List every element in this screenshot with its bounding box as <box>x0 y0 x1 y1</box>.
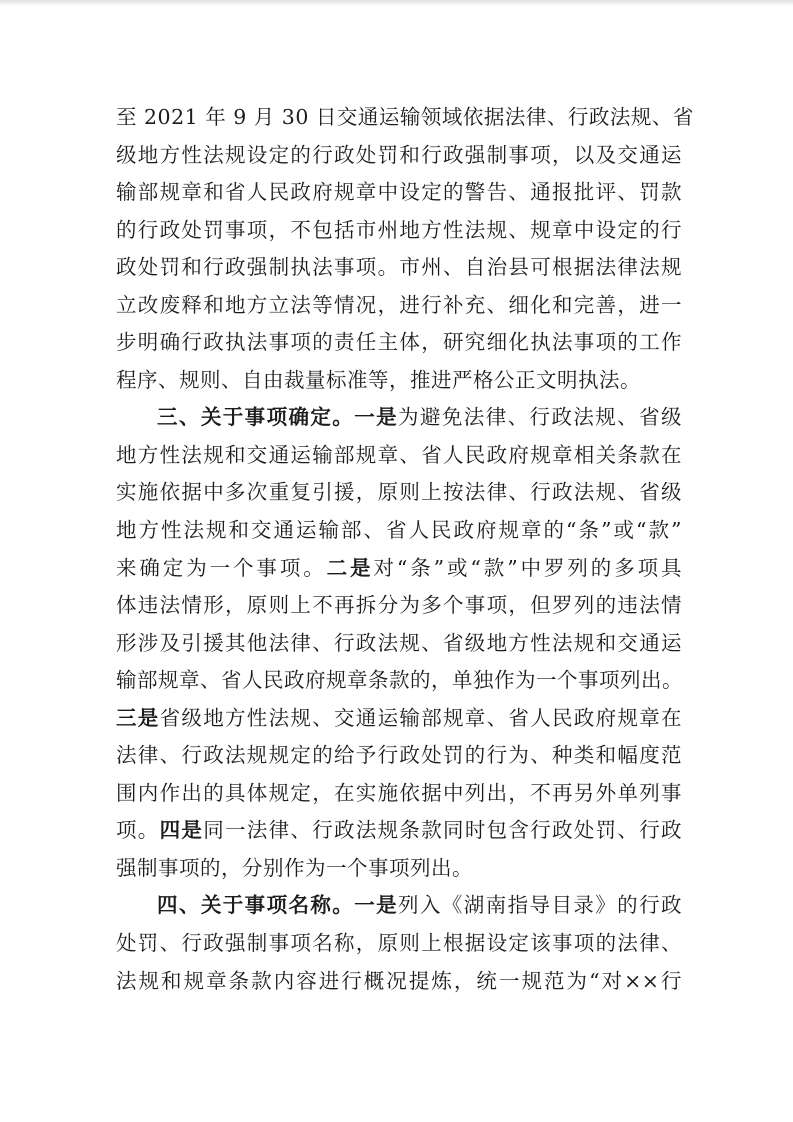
text-segment: 列入《湖南指导目录》的行政 <box>398 893 683 918</box>
emphasis-text: 四是 <box>159 818 204 843</box>
emphasis-text: 四、关于事项名称。一是 <box>157 893 399 918</box>
scan-edge-artifact <box>0 0 793 6</box>
text-segment: 程序、规则、自由裁量标准等，推进严格公正文明执法。 <box>116 367 641 392</box>
paragraph <box>116 399 682 887</box>
text-segment: 法律、行政法规规定的给予行政处罚的行为、种类和幅度范 <box>116 743 682 768</box>
text-segment: 地方性法规和交通运输部、省人民政府规章的“条”或“款” <box>116 518 682 543</box>
text-line <box>116 249 682 287</box>
text-line <box>116 437 682 475</box>
text-line <box>116 324 682 362</box>
text-line <box>116 287 682 325</box>
text-line <box>116 174 682 212</box>
text-segment: 地方性法规和交通运输部规章、省人民政府规章相关条款在 <box>116 442 682 467</box>
text-segment: 强制事项的，分别作为一个事项列出。 <box>116 855 473 880</box>
text-line <box>116 887 682 925</box>
text-segment: 输部规章和省人民政府规章中设定的警告、通报批评、罚款 <box>116 180 682 205</box>
text-line <box>116 212 682 250</box>
text-segment: 项。 <box>116 818 160 843</box>
emphasis-text: 三、关于事项确定。一是 <box>157 405 399 430</box>
text-line <box>116 625 682 663</box>
text-line <box>116 775 682 813</box>
text-line <box>116 587 682 625</box>
text-segment: 实施依据中多次重复引援，原则上按法律、行政法规、省级 <box>116 480 682 505</box>
text-segment: 输部规章、省人民政府规章条款的，单独作为一个事项列出。 <box>116 668 683 693</box>
text-segment: 立改废释和地方立法等情况，进行补充、细化和完善，进一 <box>116 292 682 317</box>
text-line <box>116 737 682 775</box>
text-line <box>116 399 682 437</box>
text-segment: 同一法律、行政法规条款同时包含行政处罚、行政 <box>203 818 683 843</box>
emphasis-text: 三是 <box>116 705 160 730</box>
text-segment: 对“条”或“款”中罗列的多项具 <box>373 555 683 580</box>
emphasis-text: 二是 <box>326 555 374 580</box>
paragraph <box>116 887 682 1000</box>
text-segment: 政处罚和行政强制执法事项。市州、自治县可根据法律法规 <box>116 255 682 280</box>
text-line <box>116 512 682 550</box>
text-line <box>116 550 682 588</box>
text-line <box>116 925 682 963</box>
text-segment: 省级地方性法规、交通运输部规章、省人民政府规章在 <box>159 705 683 730</box>
text-segment: 处罚、行政强制事项名称，原则上根据设定该事项的法律、 <box>116 931 682 956</box>
text-line <box>116 362 682 400</box>
text-line <box>116 812 682 850</box>
text-segment: 级地方性法规设定的行政处罚和行政强制事项，以及交通运 <box>116 142 682 167</box>
text-segment: 步明确行政执法事项的责任主体，研究细化执法事项的工作 <box>116 330 682 355</box>
text-segment: 体违法情形，原则上不再拆分为多个事项，但罗列的违法情 <box>116 593 682 618</box>
text-segment: 至 2021 年 9 月 30 日交通运输领域依据法律、行政法规、省 <box>116 105 694 129</box>
text-line <box>116 474 682 512</box>
text-segment: 的行政处罚事项，不包括市州地方性法规、规章中设定的行 <box>116 217 682 242</box>
text-line <box>116 700 682 738</box>
text-line <box>116 662 682 700</box>
text-segment: 法规和规章条款内容进行概况提炼，统一规范为“对××行 <box>116 968 682 993</box>
paragraph <box>116 99 694 399</box>
text-segment: 为避免法律、行政法规、省级 <box>398 405 683 430</box>
text-segment: 形涉及引援其他法律、行政法规、省级地方性法规和交通运 <box>116 630 682 655</box>
text-segment: 围内作出的具体规定，在实施依据中列出，不再另外单列事 <box>116 780 682 805</box>
text-line <box>116 99 694 137</box>
text-line <box>116 137 682 175</box>
text-line <box>116 850 682 888</box>
text-line <box>116 963 682 1001</box>
document-content <box>116 99 694 1000</box>
text-segment: 来确定为一个事项。 <box>116 555 327 580</box>
